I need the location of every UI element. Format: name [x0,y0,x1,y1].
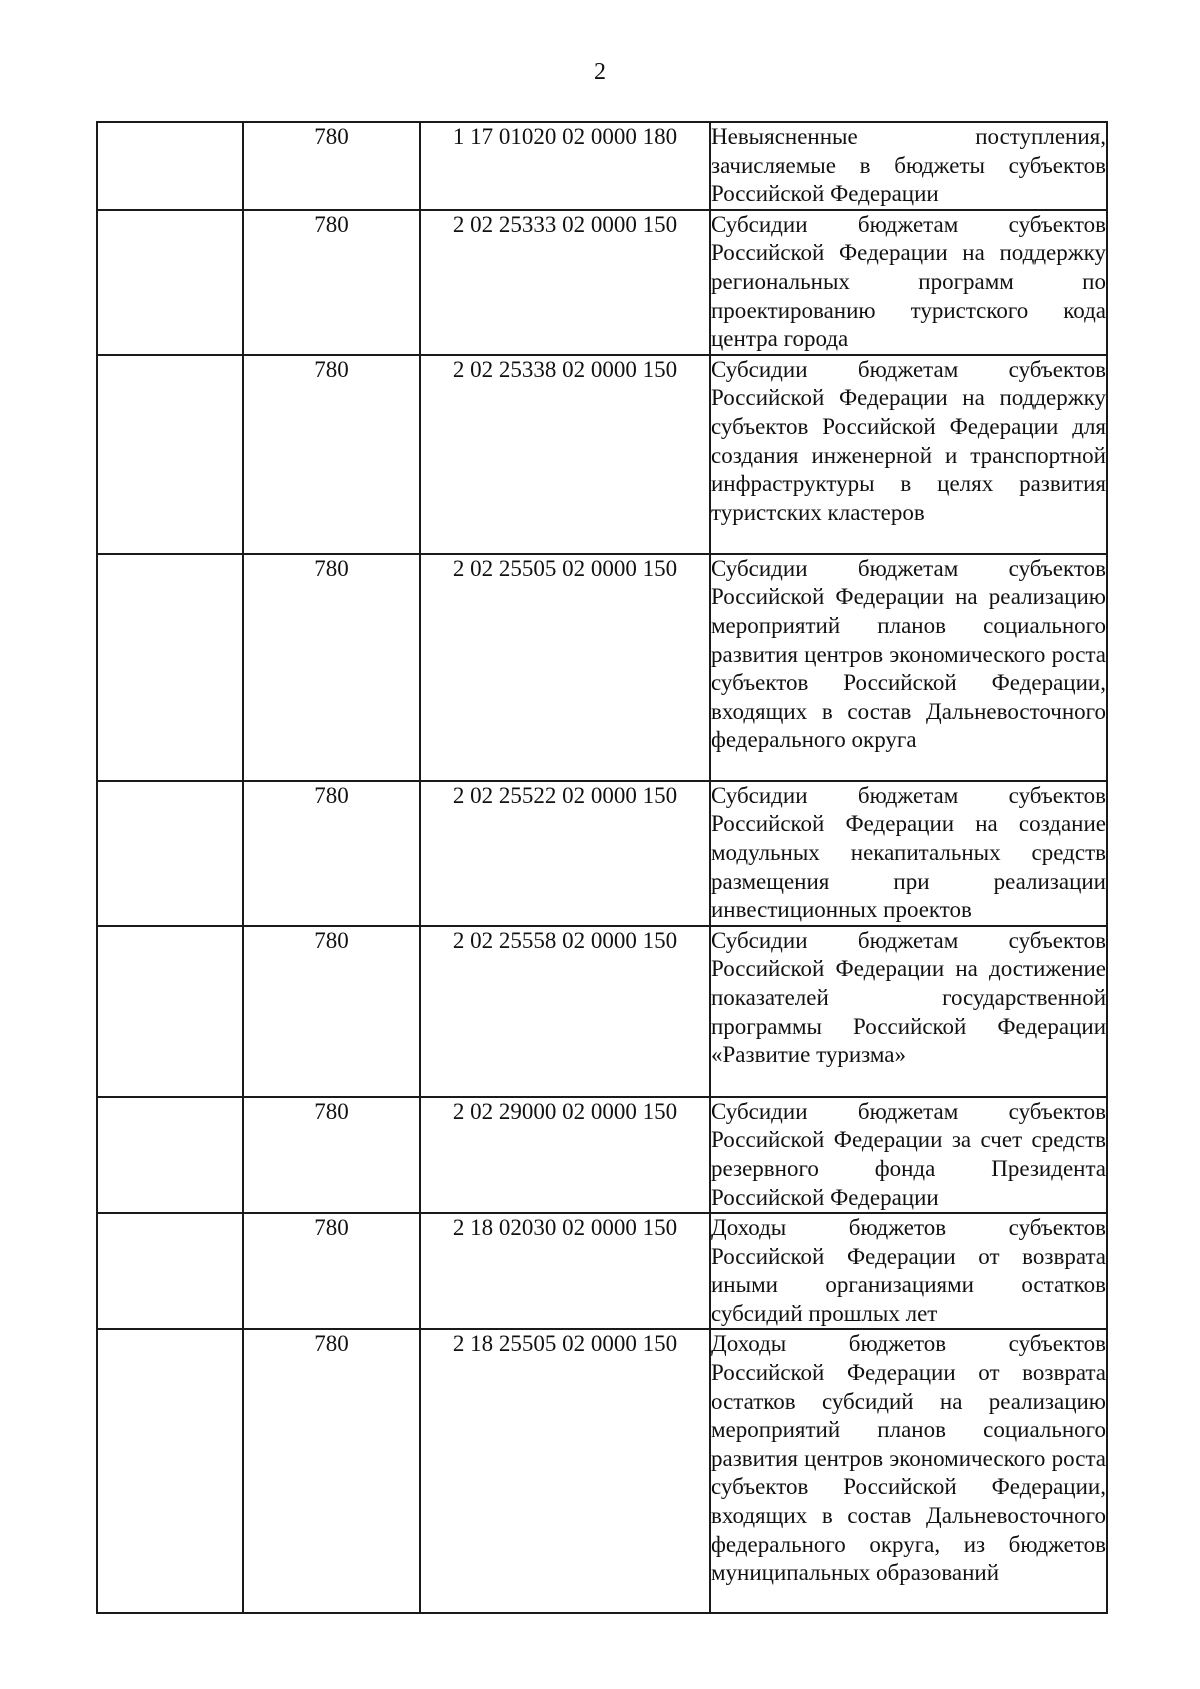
table-row [97,1329,1107,1613]
revenue-name-cell: Субсидии бюджетам субъектов Российской Федерации на создание модульных некапитальных средств размещения при реализации инвестиционных проектов [710,781,1107,926]
administrator-code-cell: 780 [243,1097,420,1213]
budget-classification-code-cell: 2 02 25522 02 0000 150 [420,781,710,926]
administrator-code-cell: 780 [243,122,420,210]
administrator-code-cell: 780 [243,1329,420,1613]
empty-cell [97,210,243,355]
empty-cell [97,122,243,210]
table-body [97,122,1107,1613]
administrator-code-cell: 780 [243,926,420,1097]
table-row [97,122,1107,210]
budget-classification-code-cell: 2 02 29000 02 0000 150 [420,1097,710,1213]
revenue-name-cell: Доходы бюджетов субъектов Российской Федерации от возврата иными организациями остатков субсидий прошлых лет [710,1213,1107,1329]
empty-cell [97,554,243,781]
administrator-code-cell: 780 [243,1213,420,1329]
revenue-name-cell: Субсидии бюджетам субъектов Российской Федерации на поддержку региональных программ по проектированию туристского кода центра города [710,210,1107,355]
budget-classification-code-cell: 2 02 25333 02 0000 150 [420,210,710,355]
empty-cell [97,355,243,554]
empty-cell [97,1329,243,1613]
table-row [97,1213,1107,1329]
revenue-name-cell: Невыясненные поступления, зачисляемые в бюджеты субъектов Российской Федерации [710,122,1107,210]
empty-cell [97,1097,243,1213]
empty-cell [97,1213,243,1329]
revenue-name-cell: Доходы бюджетов субъектов Российской Федерации от возврата остатков субсидий на реализацию мероприятий планов социального развития центров экономического роста субъектов Российской Федерации, входящих в состав Дальневосточного федерального округа, из бюджетов муниципальных образований [710,1329,1107,1613]
budget-codes-table [96,121,1108,1614]
budget-classification-code-cell: 2 02 25505 02 0000 150 [420,554,710,781]
revenue-name-cell: Субсидии бюджетам субъектов Российской Федерации на реализацию мероприятий планов социального развития центров экономического роста субъектов Российской Федерации, входящих в состав Дальневосточного федерального округа [710,554,1107,781]
administrator-code-cell: 780 [243,210,420,355]
administrator-code-cell: 780 [243,554,420,781]
administrator-code-cell: 780 [243,781,420,926]
table-row [97,210,1107,355]
table-row [97,355,1107,554]
page-number: 2 [594,59,606,85]
budget-classification-code-cell: 2 18 02030 02 0000 150 [420,1213,710,1329]
budget-classification-code-cell: 1 17 01020 02 0000 180 [420,122,710,210]
empty-cell [97,926,243,1097]
table-row [97,926,1107,1097]
table-row [97,1097,1107,1213]
administrator-code-cell: 780 [243,355,420,554]
table-row [97,781,1107,926]
empty-cell [97,781,243,926]
budget-classification-code-cell: 2 02 25338 02 0000 150 [420,355,710,554]
budget-classification-code-cell: 2 02 25558 02 0000 150 [420,926,710,1097]
revenue-name-cell: Субсидии бюджетам субъектов Российской Федерации на достижение показателей государственной программы Российской Федерации «Развитие туризма» [710,926,1107,1097]
table-row [97,554,1107,781]
budget-classification-code-cell: 2 18 25505 02 0000 150 [420,1329,710,1613]
revenue-name-cell: Субсидии бюджетам субъектов Российской Федерации за счет средств резервного фонда Президента Российской Федерации [710,1097,1107,1213]
revenue-name-cell: Субсидии бюджетам субъектов Российской Федерации на поддержку субъектов Российской Федерации для создания инженерной и транспортной инфраструктуры в целях развития туристских кластеров [710,355,1107,554]
